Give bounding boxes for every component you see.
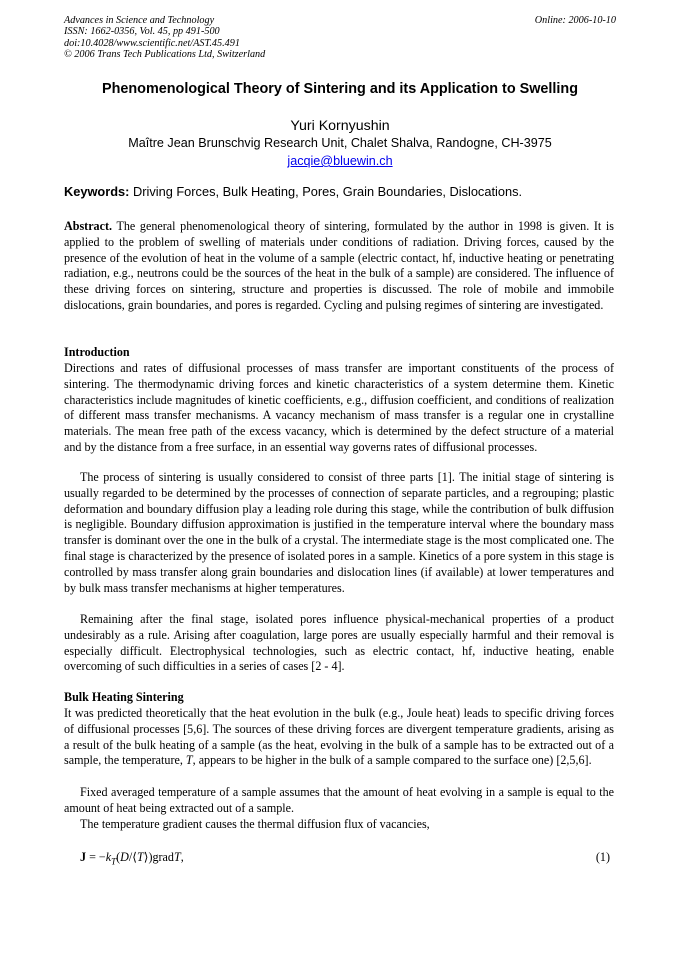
intro-paragraph-3: Remaining after the final stage, isolated pores influence physical-mechanical properties of a product undesirably as a rule. Arising after coagulation, large pores are usually especially harmful and their removal is especially difficult. Electrophysical technologies, such as electric contact, hf, inductive heating, enable overcoming of such difficulties in a series of cases [2 - 4]. (64, 612, 614, 674)
intro-paragraph-2: The process of sintering is usually considered to consist of three parts [1]. The initial stage of sintering is usually regarded to be determined by the processes of connection of separate particles, and a regrouping; plastic deformation and boundary diffusion play a leading role during this stage, while the contribution of bulk diffusion is negligible. Boundary diffusion approximation is justified in the temperature interval where the boundary mass transfer is dominant over the one in the bulk of a crystal. The intermediate stage is the most complicated one. The final stage is characterized by the presence of isolated pores in a sample. Kinetics of a pore system in this stage is controlled by mass transfer along grain boundaries and dislocation lines (if available) at lower temperatures and by bulk mass transfer mechanisms at higher temperatures. (64, 470, 614, 595)
keywords-text: Driving Forces, Bulk Heating, Pores, Grain Boundaries, Dislocations. (132, 184, 523, 199)
bulk-p1-text-b: , appears to be higher in the bulk of a sample compared to the surface one) [2,5,6]. (192, 753, 592, 768)
equation-1 (80, 850, 610, 866)
keywords-label: Keywords: (64, 184, 130, 199)
author-email-line (40, 154, 640, 168)
doi-line: doi:10.4028/www.scientific.net/AST.45.491 (64, 37, 240, 49)
bulk-p1-text-a: It was predicted theoretically that the heat evolution in the bulk (e.g., Joule heat) leads to specific driving forces of diffusional processes [5,6]. The sources of these driving forces are divergent temperature gradients, arising as a result of the bulk heating of a sample (as the heat, evolving in the bulk of a sample has to be extracted out of a sample, the temperature, (64, 706, 614, 768)
author-name: Yuri Kornyushin (290, 118, 390, 134)
temperature-symbol: T (185, 753, 193, 768)
journal-header (64, 15, 616, 60)
equation-1-formula: $J = -k_T(D/⟨T⟩)gradT$, (80, 850, 184, 867)
issn-line: ISSN: 1662-0356, Vol. 45, pp 491-500 (64, 26, 220, 38)
bulk-paragraph-1 (64, 706, 614, 769)
bulk-paragraph-2: Fixed averaged temperature of a sample assumes that the amount of heat evolving in a sample is equal to the amount of heat being extracted out of a sample. (64, 785, 614, 815)
introduction-heading: Introduction (64, 345, 130, 359)
bulk-heating-heading: Bulk Heating Sintering (64, 690, 184, 704)
copyright-line: © 2006 Trans Tech Publications Ltd, Switzerland (64, 48, 266, 60)
abstract-text: The general phenomenological theory of sintering, formulated by the author in 1998 is given. It is applied to the problem of swelling of materials under conditions of radiation. Driving forces, caused by the presence of the evolution of heat in the volume of a sample (electric contact, hf, inductive heating or penetrating radiation, e.g., neutrons could be the sources of the heat in the bulk of a sample) are considered. The influence of these driving forces on sintering, structure and properties is discussed. The role of mobile and immobile dislocations, grain boundaries, and pores is regarded. Cycling and pulsing regimes of sintering are investigated. (64, 219, 615, 312)
paper-title: Phenomenological Theory of Sintering and its Application to Swelling (102, 81, 578, 97)
abstract-label: Abstract. (64, 219, 113, 233)
author-affiliation: Maître Jean Brunschvig Research Unit, Chalet Shalva, Randogne, CH-3975 (128, 136, 552, 150)
online-date: Online: 2006-10-10 (534, 15, 616, 26)
bulk-paragraph-3: The temperature gradient causes the thermal diffusion flux of vacancies, (80, 817, 430, 831)
intro-paragraph-1: Directions and rates of diffusional processes of mass transfer are important constituents of the process of sintering. The thermodynamic driving forces and kinetic characteristics of a system determine them. Kinetic characteristics include magnitudes of kinetic coefficients, e.g., diffusion coefficient, and conditions of realization of different mass transfer mechanisms. A vacancy mechanism of mass transfer is a regular one in crystalline materials. The mean free path of the excess vacancy, which is determined by the defect structure of a material and by the distance from a free surface, in an essential way governs rates of diffusional processes. (64, 361, 614, 454)
keywords-line (64, 184, 624, 199)
journal-name: Advances in Science and Technology (64, 15, 215, 26)
abstract-paragraph (64, 219, 614, 314)
equation-1-number: (1) (595, 850, 610, 864)
author-email-link[interactable]: jacqie@bluewin.ch (287, 154, 393, 168)
